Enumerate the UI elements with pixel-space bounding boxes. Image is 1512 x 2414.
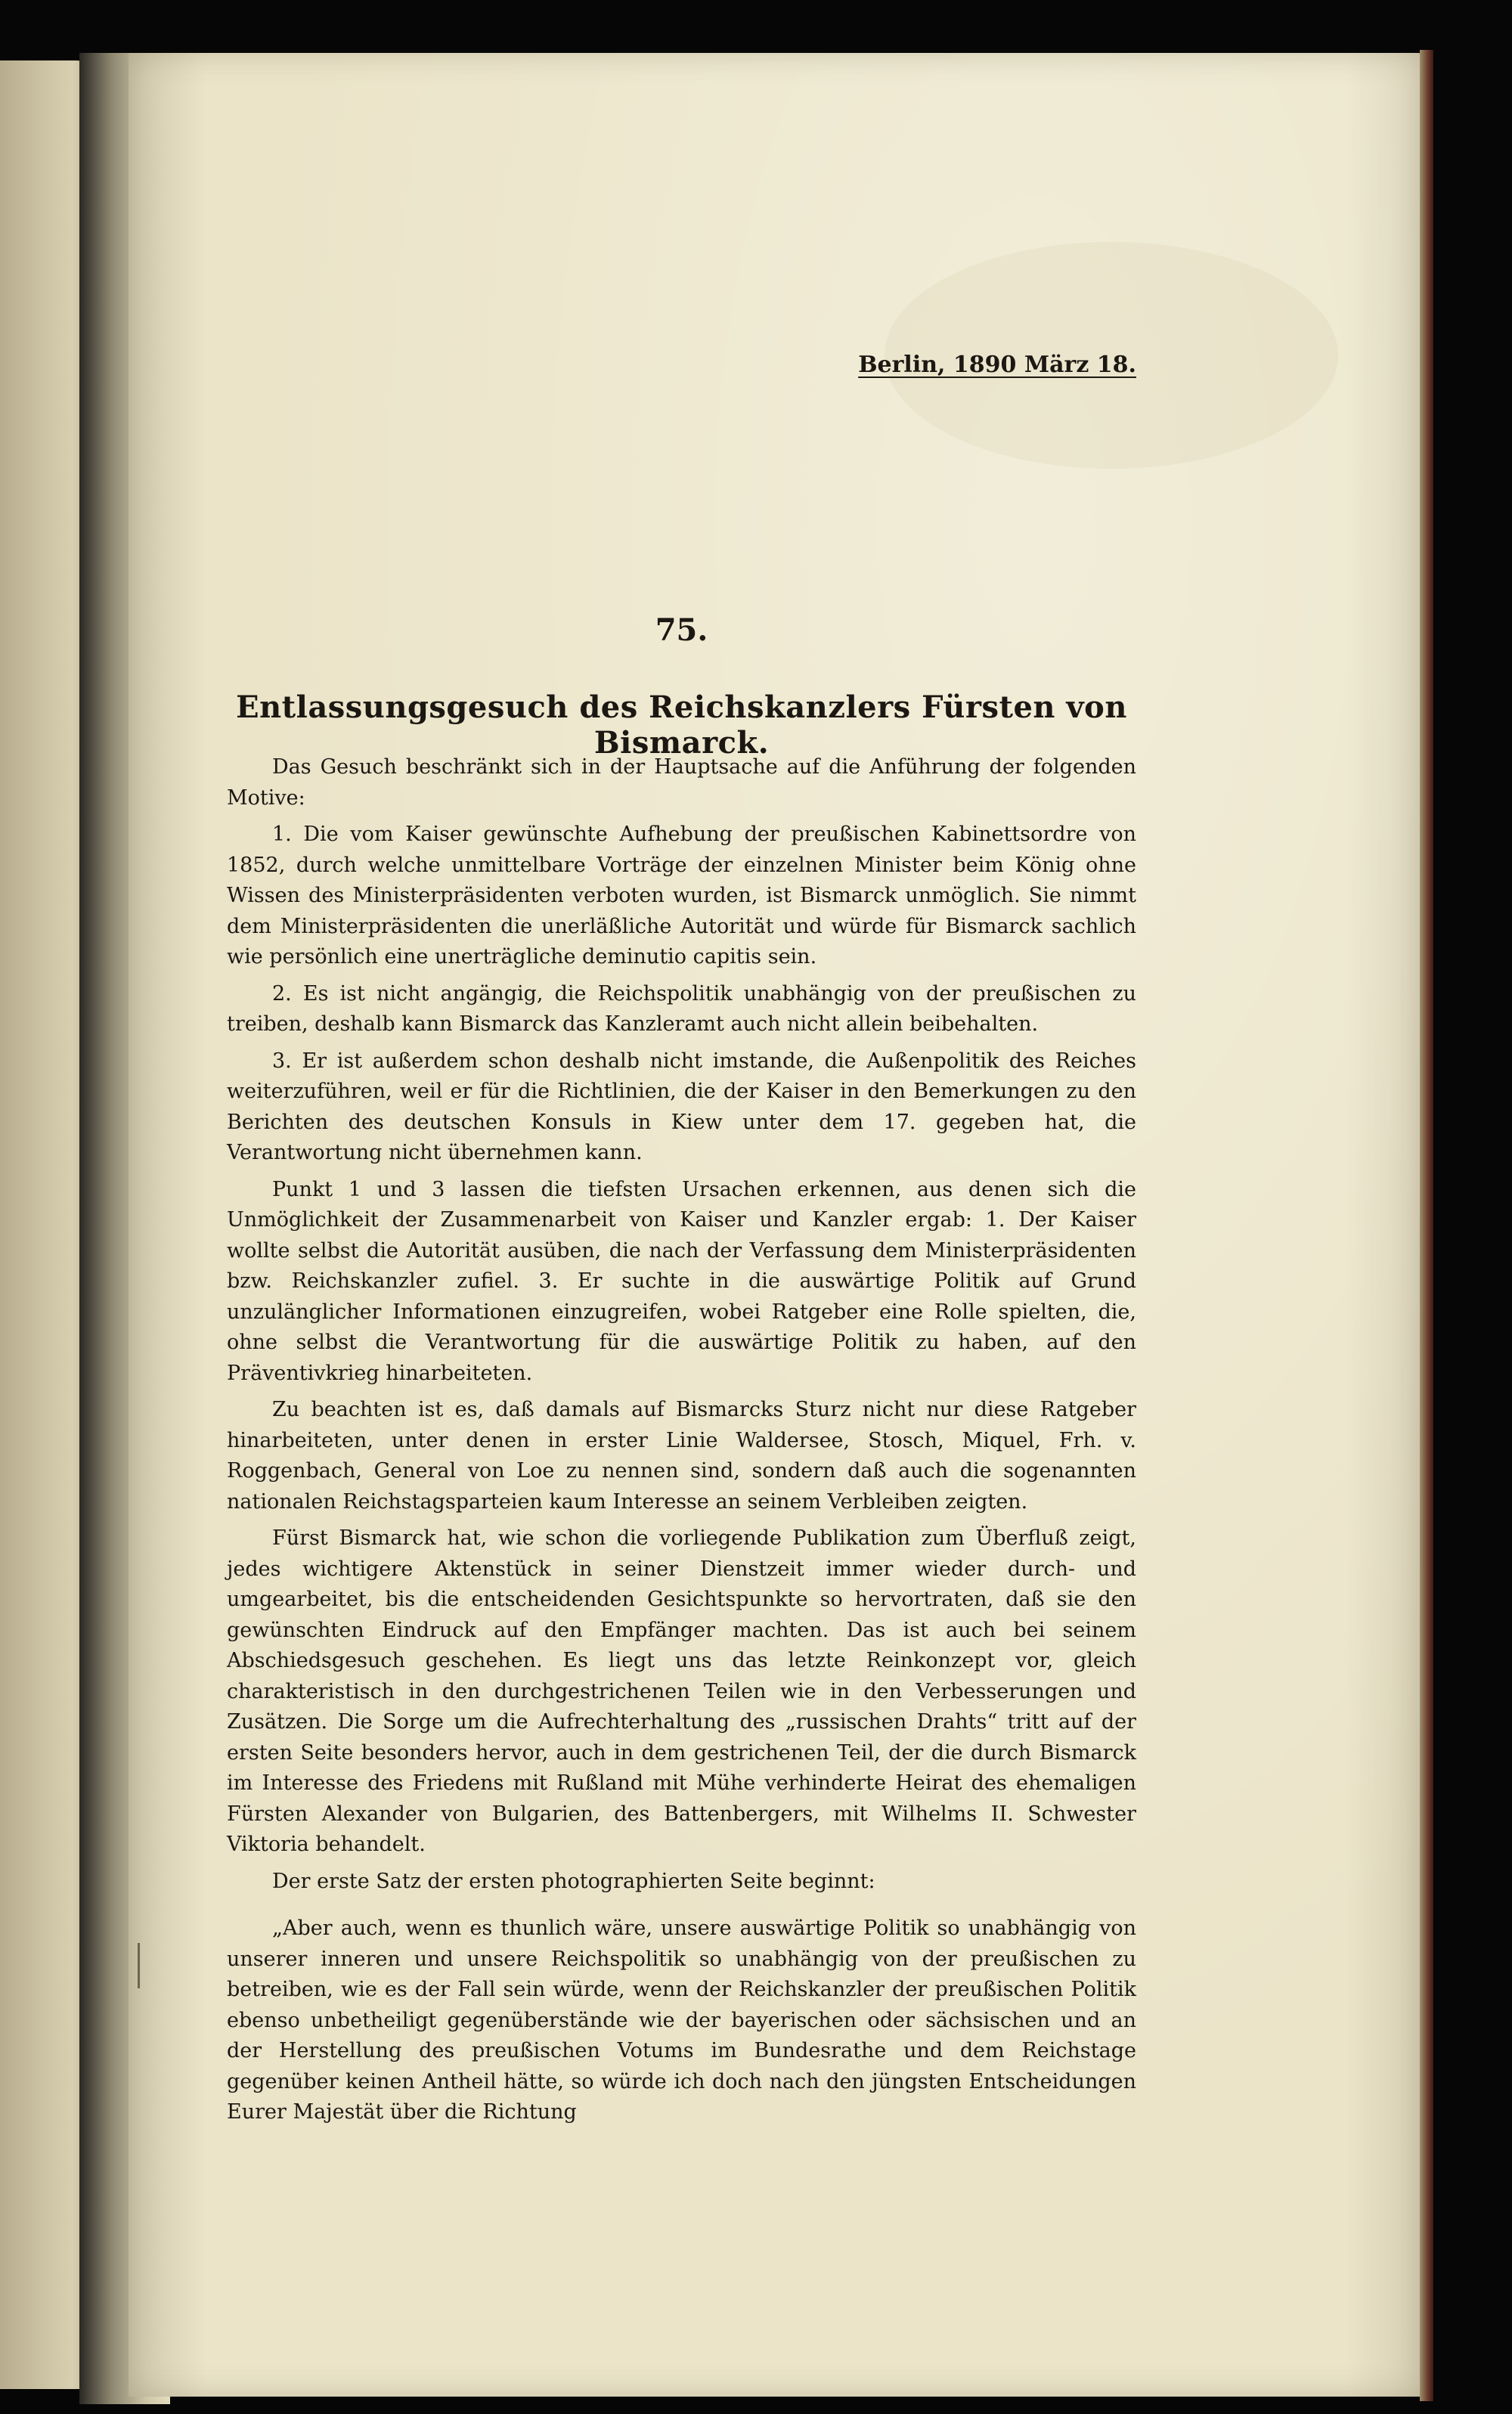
document-number: 75. (655, 612, 708, 648)
paragraph-motive-2: 2. Es ist nicht angängig, die Reichspolitik unabhängig von der preußischen zu treiben, deshalb kann Bismarck das Kanzleramt auch nicht allein beibehalten. (227, 981, 1136, 1036)
paragraph-motive-1: 1. Die vom Kaiser gewünschte Aufhebung der preußischen Kabinettsordre von 1852, durch welche unmittelbare Vorträge der einzelnen Minister beim König ohne Wissen des Ministerpräsidenten verboten wurden, ist Bismarck unmöglich. Sie nimmt dem Ministerpräsidenten die unerläßliche Autorität und würde für Bismarck sachlich wie persönlich eine unerträgliche deminutio capitis sein. (227, 823, 1136, 968)
adjacent-page-edge (0, 60, 91, 2389)
paragraph-quote: „Aber auch, wenn es thunlich wäre, unsere auswärtige Politik so unabhängig von unserer inneren und unsere Reichspolitik so unabhängig von der preußischen zu betreiben, wie es der Fall sein würde, wenn der Reichskanzler der preußischen Politik ebenso unbetheiligt gegenüberstände wie der bayerischen oder sächsischen und an der Herstellung des preußischen Votums im Bundesrathe und dem Reichstage gegenüber keinen Antheil hätte, so würde ich doch nach den jüngsten Entscheidungen Eurer Majestät über die Richtung (227, 1917, 1136, 2124)
paragraph-draft-history: Fürst Bismarck hat, wie schon die vorliegende Publikation zum Überfluß zeigt, jedes wichtigere Aktenstück in seiner Dienstzeit immer wieder durch- und umgearbeitet, bis die entscheidenden Gesichtspunkte so hervortraten, daß sie den gewünschten Eindruck auf den Empfänger machten. Das ist auch bei seinem Abschiedsgesuch geschehen. Es liegt uns das letzte Reinkonzept vor, gleich charakteristisch in den durchgestrichenen Teilen wie in den Verbesserungen und Zusätzen. Die Sorge um die Aufrechterhaltung des „russischen Drahts“ tritt auf der ersten Seite besonders hervor, auch in dem gestrichenen Teil, der die durch Bismarck im Interesse des Friedens mit Rußland mit Mühe verhinderte Heirat des ehemaligen Fürsten Alexander von Bulgarien, des Battenbergers, mit Wilhelms II. Schwester Viktoria behandelt. (227, 1526, 1136, 1856)
book-binding-edge (1420, 50, 1433, 2401)
document-title: Entlassungsgesuch des Reichskanzlers Fürsten von Bismarck. (236, 689, 1127, 761)
paragraph-analysis: Punkt 1 und 3 lassen die tiefsten Ursachen erkennen, aus denen sich die Unmöglichkeit der Zusammenarbeit von Kaiser und Kanzler ergab: 1. Der Kaiser wollte selbst die Autorität ausüben, die nach der Verfassung dem Ministerpräsidenten bzw. Reichskanzler zufiel. 3. Er suchte in die auswärtige Politik auf Grund unzulänglicher Informationen einzugreifen, wobei Ratgeber eine Rolle spielten, die, ohne selbst die Verantwortung für die auswärtige Politik zu haben, auf den Präventivkrieg hinarbeiteten. (227, 1177, 1136, 1385)
paragraph-first-sentence: Der erste Satz der ersten photographierten Seite beginnt: (272, 1869, 875, 1893)
dateline: Berlin, 1890 März 18. (858, 352, 1136, 378)
paragraph-advisers: Zu beachten ist es, daß damals auf Bismarcks Sturz nicht nur diese Ratgeber hinarbeiteten, unter denen in erster Linie Waldersee, Stosch, Miquel, Frh. v. Roggenbach, General von Loe zu nennen sind, sondern daß auch die sogenannten nationalen Reichstagsparteien kaum Interesse an seinem Verbleiben zeigten. (227, 1398, 1136, 1514)
paragraph-motive-3: 3. Er ist außerdem schon deshalb nicht imstande, die Außenpolitik des Reiches weiterzuführen, weil er für die Richtlinien, die der Kaiser in den Bemerkungen zu den Berichten des deutschen Konsuls in Kiew unter dem 17. gegeben hat, die Verantwortung nicht übernehmen kann. (227, 1049, 1136, 1164)
paragraph-intro: Das Gesuch beschränkt sich in der Hauptsache auf die Anführung der folgenden Motive: (227, 755, 1136, 810)
document-body (227, 752, 1136, 2134)
margin-mark (138, 1943, 140, 1988)
